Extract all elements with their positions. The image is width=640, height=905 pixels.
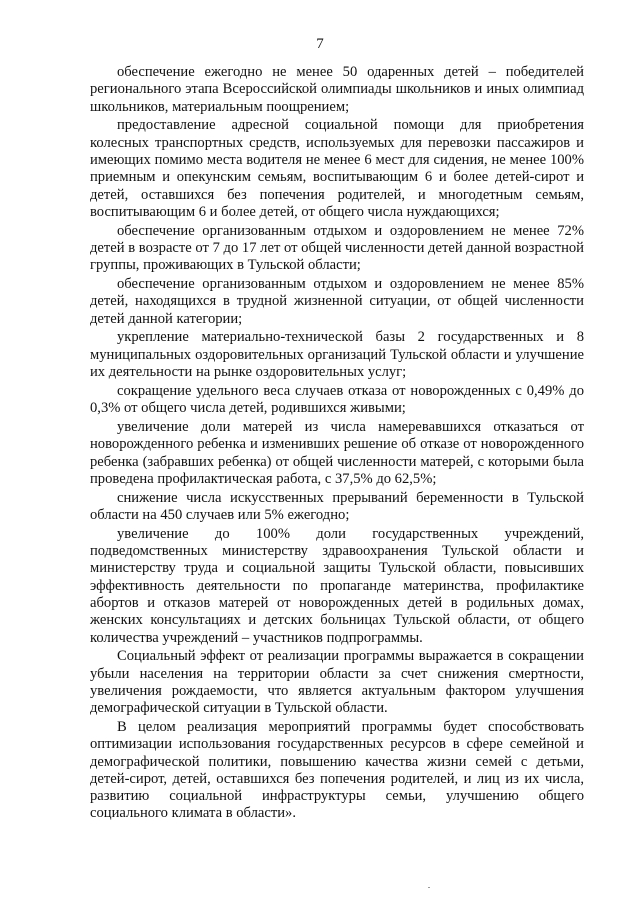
paragraph-transport-assistance: предоставление адресной социальной помощи для приобретения колесных транспортных средств, используемых для перевозки пассажиров и имеющих помимо места водителя не менее 6 мест для сидения, не менее 100% приемным и опекунским семьям, воспитывающим 6 и более детей-сирот и детей, оставшихся без попечения родителей, и многодетным семьям, воспитывающим 6 и более детей, от общего числа нуждающихся; bbox=[90, 117, 584, 220]
paragraph-mothers-share: увеличение доли матерей из числа намеревавшихся отказаться от новорожденного ребенка и изменивших решение об отказе от новорожденного ребенка (забравших ребенка) от общей численности матерей, с которыми была проведена профилактическая работа, с 37,5% до 62,5%; bbox=[90, 418, 584, 487]
paragraph-institutions-share: увеличение до 100% доли государственных учреждений, подведомственных министерству здравоохранения Тульской области и министерству труда и социальной защиты Тульской области, повысивших эффективность деятельности по пропаганде материнства, профилактике абортов и отказов матерей от новорожденных детей в родильных домах, женских консультациях и детских больницах Тульской области, от общего количества учреждений – участников подпрограммы. bbox=[90, 525, 584, 646]
scan-artifact bbox=[428, 887, 430, 888]
document-body bbox=[90, 64, 584, 823]
paragraph-conclusion: В целом реализация мероприятий программы будет способствовать оптимизации использования государственных ресурсов в сфере семейной и демографической политики, повышению качества жизни семей с детьми, детей-сирот, детей, оставшихся без попечения родителей, и лиц из их числа, развитию социальной инфраструктуры семьи, улучшению общего социального климата в области». bbox=[90, 718, 584, 822]
paragraph-material-base: укрепление материально-технической базы 2 государственных и 8 муниципальных оздоровительных организаций Тульской области и улучшение их деятельности на рынке оздоровительных услуг; bbox=[90, 329, 584, 381]
paragraph-refusal-reduction: сокращение удельного веса случаев отказа от новорожденных с 0,49% до 0,3% от общего числа детей, родившихся живыми; bbox=[90, 382, 584, 417]
paragraph-social-effect: Социальный эффект от реализации программы выражается в сокращении убыли населения на территории области за счет снижения смертности, увеличения рождаемости, что является актуальным фактором улучшения демографической ситуации в Тульской области. bbox=[90, 648, 584, 717]
page-number: 7 bbox=[316, 36, 324, 52]
paragraph-recreation-72: обеспечение организованным отдыхом и оздоровлением не менее 72% детей в возрасте от 7 до 17 лет от общей численности детей данной возрастной группы, проживающих в Тульской области; bbox=[90, 222, 584, 274]
paragraph-recreation-85: обеспечение организованным отдыхом и оздоровлением не менее 85% детей, находящихся в трудной жизненной ситуации, от общей численности детей данной категории; bbox=[90, 276, 584, 327]
paragraph-abortion-reduction: снижение числа искусственных прерываний беременности в Тульской области на 450 случаев или 5% ежегодно; bbox=[90, 489, 584, 523]
paragraph-olympiad-rewards: обеспечение ежегодно не менее 50 одаренных детей – победителей регионального этапа Всероссийской олимпиады школьников и иных олимпиад школьников, материальным поощрением; bbox=[90, 64, 584, 115]
